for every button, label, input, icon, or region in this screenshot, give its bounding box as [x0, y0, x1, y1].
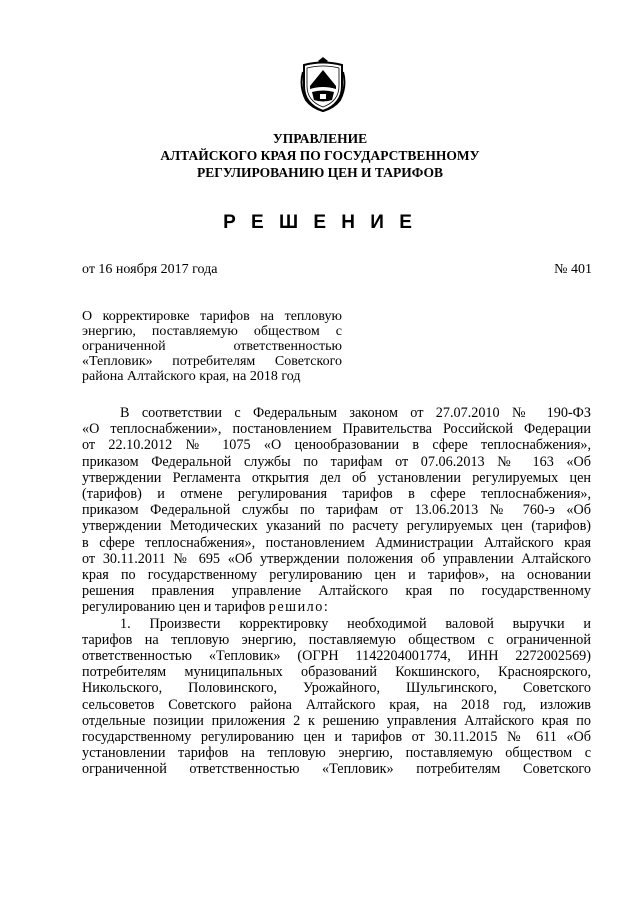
body-line: отдельные позиции приложения 2 к решению управления Алтайского края по [82, 712, 591, 729]
body-line: Никольского, Половинского, Урожайного, Шульгинского, Советского [82, 680, 591, 697]
body-line: В соответствии с Федеральным законом от 27.07.2010 № 190-ФЗ [120, 405, 591, 421]
agency-name [0, 130, 640, 181]
body-line: от 22.10.2012 № 1075 «О ценообразовании в сфере теплоснабжения», [82, 437, 591, 454]
body-line: в сфере теплоснабжения», постановлением Администрации Алтайского края [82, 534, 591, 551]
body-line: приказом Федеральной службы по тарифам от 13.06.2013 № 760-э «Об [82, 502, 591, 519]
subject-line: «Тепловик» потребителям Советского [82, 354, 342, 369]
document-subject [82, 309, 342, 384]
body-line: «О теплоснабжении», постановлением Правительства Российской Федерации [82, 421, 591, 438]
body-line: тарифов на тепловую энергию, поставляемую обществом с ограниченной [82, 631, 591, 648]
agency-line: УПРАВЛЕНИЕ [272, 131, 368, 146]
subject-line: ограниченной ответственностью [82, 339, 342, 354]
body-line-text: регулированию цен и тарифов [82, 599, 266, 616]
body-line: приказом Федеральной службы по тарифам от 07.06.2013 № 163 «Об [82, 453, 591, 470]
body-line: сельсоветов Советского района Алтайского края, на 2018 год, изложив [82, 696, 591, 713]
subject-line: О корректировке тарифов на тепловую [82, 309, 342, 324]
body-line: края по государственному регулированию цен и тарифов», на основании [82, 567, 591, 584]
agency-line: АЛТАЙСКОГО КРАЯ ПО ГОСУДАРСТВЕННОМУ [160, 148, 480, 163]
body-line: потребителям муниципальных образований Кокшинского, Красноярского, [82, 664, 591, 681]
body-line: утверждении Методических указаний по расчету регулируемых цен (тарифов) [82, 518, 591, 535]
body-line: государственному регулированию цен и тарифов от 30.11.2015 № 611 «Об [82, 729, 591, 746]
body-line: от 30.11.2011 № 695 «Об утверждении положения об управлении Алтайского [82, 550, 591, 567]
body-line: ограниченной ответственностью «Тепловик» потребителям Советского [82, 761, 591, 778]
body-line: утверждении Регламента открытия дел об установлении регулируемых цен [82, 469, 591, 486]
body-line: установлении тарифов на тепловую энергию, поставляемую обществом с [82, 745, 591, 762]
body-line: ответственностью «Тепловик» (ОГРН 1142204001774, ИНН 2272002569) [82, 648, 591, 665]
coat-of-arms-emblem [298, 56, 348, 112]
document-type-title: Р Е Ш Е Н И Е [223, 212, 417, 233]
body-line: 1. Произвести корректировку необходимой валовой выручки и [120, 615, 591, 632]
document-number: № 401 [554, 262, 592, 277]
document-date: от 16 ноября 2017 года [82, 262, 218, 277]
body-line: (тарифов) и отмене регулирования тарифов в сфере теплоснабжения», [82, 486, 591, 503]
agency-line: РЕГУЛИРОВАНИЮ ЦЕН И ТАРИФОВ [196, 165, 444, 180]
body-line: регулированию цен и тарифов решило: [82, 599, 328, 616]
document-body [82, 405, 591, 778]
subject-line: района Алтайского края, на 2018 год [82, 369, 301, 384]
subject-line: энергию, поставляемую обществом с [82, 324, 342, 339]
body-line: решения правления управление Алтайского края по государственному [82, 583, 591, 600]
resolved-word: решило [268, 599, 324, 616]
